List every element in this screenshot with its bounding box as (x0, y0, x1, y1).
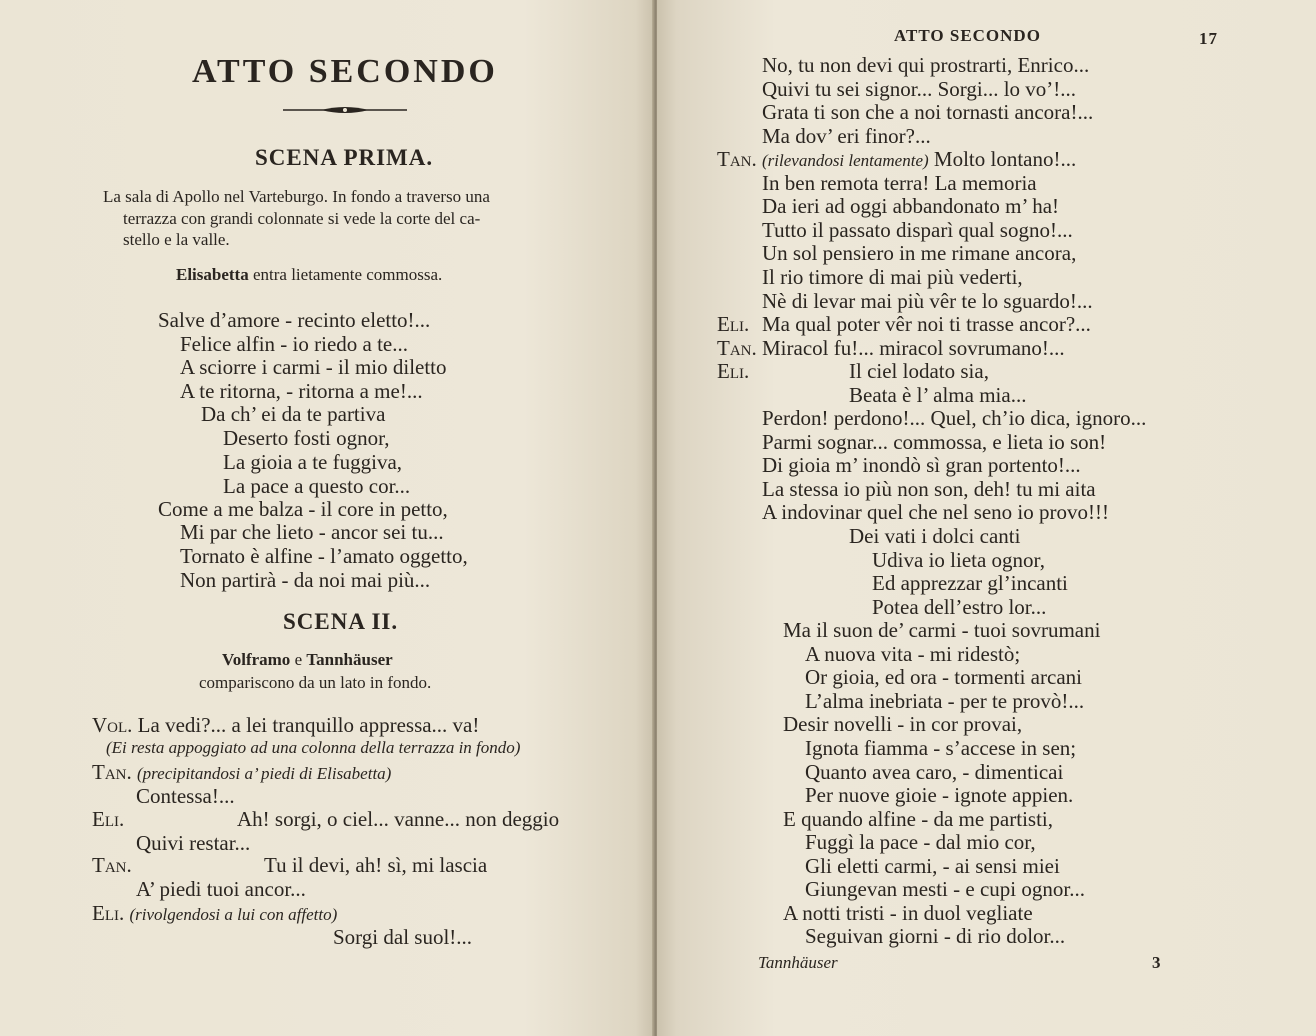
verse-line: Non partirà - da noi mai più... (180, 568, 431, 592)
dialogue-text: Sorgi dal suol!... (333, 925, 473, 949)
verse-line (783, 714, 1022, 735)
dialogue-text: E quando alfine - da me partisti, (783, 807, 1053, 831)
characters-line (222, 651, 393, 668)
dialogue-text: A notti tristi - in duol vegliate (783, 901, 1033, 925)
verse-line (805, 644, 1020, 665)
speaker-label: Tan. (92, 760, 132, 784)
stage-direction: (Ei resta appoggiato ad una colonna della terrazza in fondo) (106, 738, 521, 757)
verse-line (783, 903, 1033, 924)
verse-line (805, 667, 1082, 688)
verse-line: A sciorre i carmi - il mio diletto (180, 355, 447, 379)
dialogue-text: Tutto il passato disparì qual sogno!... (762, 218, 1073, 242)
signature-mark: 3 (1152, 953, 1161, 972)
act-title: ATTO SECONDO (192, 53, 498, 90)
verse-line: Felice alfin - io riedo a te... (180, 332, 408, 356)
verse-line (762, 243, 1076, 264)
dialogue-text: Quivi restar... (136, 831, 251, 855)
scene-1-title: SCENA PRIMA. (255, 145, 434, 170)
speaker-label: Vol. (92, 713, 133, 737)
verse-line (762, 126, 931, 147)
verse-line (783, 620, 1100, 641)
character-name: Tannhäuser (306, 650, 393, 669)
speaker-label: Eli. (717, 312, 750, 336)
verse-line (849, 361, 989, 382)
verse-line (762, 102, 1093, 123)
verse-line (805, 785, 1073, 806)
entrance-direction: compariscono da un lato in fondo. (199, 673, 432, 692)
character-name: Elisabetta (176, 265, 249, 284)
verse-line (805, 762, 1063, 783)
speaker-label: Tan. (717, 336, 757, 360)
dialogue-text: Or gioia, ed ora - tormenti arcani (805, 665, 1082, 689)
verse-line (872, 573, 1068, 594)
dialogue-text: Ma dov’ eri finor?... (762, 124, 931, 148)
verse-line (805, 879, 1085, 900)
verse-line (762, 455, 1081, 476)
dialogue-text: L’alma inebriata - per te provò!... (805, 689, 1085, 713)
dialogue-text: Da ieri ad oggi abbandonato m’ ha! (762, 194, 1060, 218)
verse-line (805, 691, 1084, 712)
right-page (657, 0, 1316, 1036)
verse-line: Come a me balza - il core in petto, (158, 497, 448, 521)
verse-line: Da ch’ ei da te partiva (201, 402, 386, 426)
dialogue-text: Un sol pensiero in me rimane ancora, (762, 241, 1077, 265)
verse-line (762, 149, 1076, 170)
verse-line (872, 550, 1045, 571)
stage-direction-line: stello e la valle. (123, 230, 230, 249)
stage-direction: (precipitandosi a’ piedi di Elisabetta) (137, 764, 392, 783)
verse-line (762, 267, 1023, 288)
dialogue-text: Giungevan mesti - e cupi ognor... (805, 877, 1085, 901)
page-number: 17 (1199, 29, 1218, 48)
footer-title: Tannhäuser (758, 953, 838, 972)
verse-line (805, 738, 1076, 759)
dialogue-text: Tu il devi, ah! sì, mi lascia (264, 853, 488, 877)
dialogue-text: Seguivan giorni - di rio dolor... (805, 924, 1066, 948)
stage-direction-line: La sala di Apollo nel Varteburgo. In fondo a traverso una (103, 187, 490, 206)
verse-line: Salve d’amore - recinto eletto!... (158, 308, 431, 332)
dialogue-text: No, tu non devi qui prostrarti, Enrico... (762, 53, 1090, 77)
dialogue-text: Ma qual poter vêr noi ti trasse ancor?... (762, 312, 1091, 336)
left-page (0, 0, 655, 1036)
verse-line (762, 55, 1089, 76)
dialogue-text: In ben remota terra! La memoria (762, 171, 1037, 195)
dialogue-text: A nuova vita - mi ridestò; (805, 642, 1021, 666)
dialogue-text: Il ciel lodato sia, (849, 359, 989, 383)
dialogue-text: Molto lontano!... (933, 147, 1077, 171)
dialogue-line (92, 903, 337, 924)
dialogue-text: Miracol fu!... miracol sovrumano!... (762, 336, 1065, 360)
entrance-direction (176, 266, 442, 283)
dialogue-text: Ah! sorgi, o ciel... vanne... non deggio (237, 807, 560, 831)
speaker-label: Eli. (92, 901, 125, 925)
dialogue-line (92, 762, 391, 783)
dialogue-text: Perdon! perdono!... Quel, ch’io dica, ignoro... (762, 406, 1147, 430)
scene-2-title: SCENA II. (283, 609, 399, 634)
ornament-rule-icon (283, 105, 407, 115)
speaker-label: Tan. (92, 853, 132, 877)
verse-line: La pace a questo cor... (223, 474, 411, 498)
dialogue-text: Per nuove gioie - ignote appien. (805, 783, 1074, 807)
verse-line (872, 597, 1046, 618)
stage-direction: (rivolgendosi a lui con affetto) (129, 905, 338, 924)
dialogue-line (92, 715, 479, 736)
verse-line (762, 338, 1065, 359)
verse-line (849, 385, 1026, 406)
dialogue-text: Contessa!... (136, 784, 235, 808)
dialogue-text: A indovinar quel che nel seno io provo!!! (762, 500, 1109, 524)
verse-line (805, 832, 1036, 853)
verse-line (762, 291, 1093, 312)
dialogue-text: Nè di levar mai più vêr te lo sguardo!... (762, 289, 1093, 313)
dialogue-text: Quanto avea caro, - dimenticai (805, 760, 1064, 784)
dialogue-text: Dei vati i dolci canti (849, 524, 1021, 548)
verse-line (762, 479, 1096, 500)
dialogue-text: Ignota fiamma - s’accese in sen; (805, 736, 1077, 760)
speaker-label: Eli. (92, 807, 125, 831)
entrance-text: entra lietamente commossa. (252, 265, 443, 284)
dialogue-text: Di gioia m’ inondò sì gran portento!... (762, 453, 1081, 477)
verse-line (762, 173, 1037, 194)
verse-line: Tornato è alfine - l’amato oggetto, (180, 544, 468, 568)
verse-line (849, 526, 1020, 547)
stage-direction: (rilevandosi lentamente) (762, 151, 929, 170)
dialogue-text: Gli eletti carmi, - ai sensi miei (805, 854, 1060, 878)
verse-line (762, 220, 1073, 241)
dialogue-text: Ma il suon de’ carmi - tuoi sovrumani (783, 618, 1101, 642)
dialogue-text: Beata è l’ alma mia... (849, 383, 1027, 407)
stage-direction-line: terrazza con grandi colonnate si vede la corte del ca- (123, 209, 481, 228)
verse-line (783, 809, 1053, 830)
verse-line (762, 196, 1059, 217)
dialogue-text: Ed apprezzar gl’incanti (872, 571, 1068, 595)
verse-line: A te ritorna, - ritorna a me!... (180, 379, 423, 403)
dialogue-text: Udiva io lieta ognor, (872, 548, 1045, 572)
speaker-label: Tan. (717, 147, 757, 171)
dialogue-text: Fuggì la pace - dal mio cor, (805, 830, 1036, 854)
conjunction: e (294, 650, 303, 669)
verse-line (762, 432, 1106, 453)
dialogue-text: A’ piedi tuoi ancor... (136, 877, 306, 901)
verse-line (805, 926, 1065, 947)
running-head: ATTO SECONDO (894, 26, 1041, 45)
verse-line (762, 79, 1076, 100)
verse-line (762, 408, 1146, 429)
dialogue-text: Il rio timore di mai più vederti, (762, 265, 1023, 289)
dialogue-text: Quivi tu sei signor... Sorgi... lo vo’!... (762, 77, 1077, 101)
dialogue-text: Desir novelli - in cor provai, (783, 712, 1023, 736)
verse-line (805, 856, 1060, 877)
dialogue-text: Potea dell’estro lor... (872, 595, 1047, 619)
verse-line: Mi par che lieto - ancor sei tu... (180, 520, 444, 544)
verse-line (762, 314, 1091, 335)
speaker-label: Eli. (717, 359, 750, 383)
dialogue-text: Grata ti son che a noi tornasti ancora!... (762, 100, 1094, 124)
verse-line (762, 502, 1109, 523)
character-name: Volframo (222, 650, 291, 669)
dialogue-text: Parmi sognar... commossa, e lieta io son! (762, 430, 1107, 454)
verse-line: La gioia a te fuggiva, (223, 450, 403, 474)
dialogue-text: La stessa io più non son, deh! tu mi aita (762, 477, 1096, 501)
dialogue-text: La vedi?... a lei tranquillo appressa... va! (137, 713, 480, 737)
verse-line: Deserto fosti ognor, (223, 426, 390, 450)
